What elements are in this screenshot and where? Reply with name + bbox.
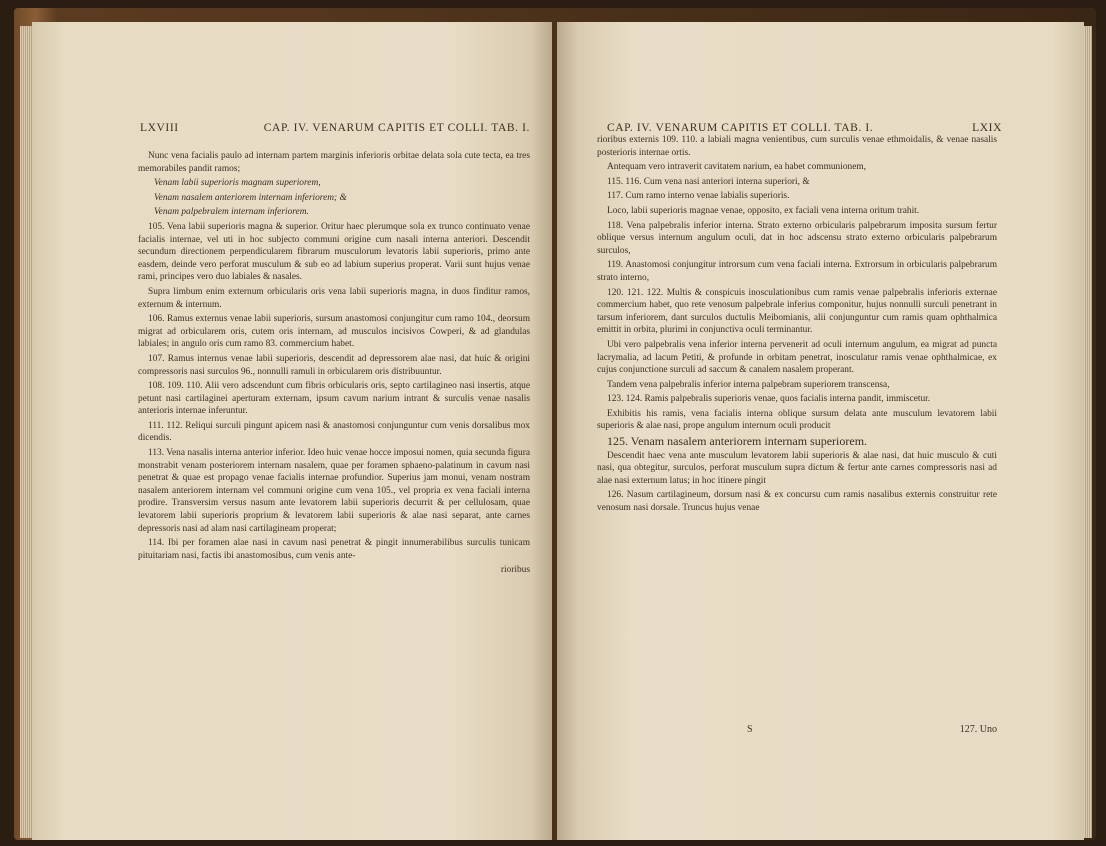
- section-118: 118. Vena palpebralis inferior interna. Strato externo orbicularis palpebrarum imposita sursum fertur oblique versus internum angulum oculi, dat in hoc adscensu strato externo orbicularis palpebrarum surculos,: [597, 220, 997, 256]
- section-119: 119. Anastomosi conjungitur introrsum cum vena faciali interna. Extrorsum in orbicularis palpebrarum strato interno,: [597, 260, 997, 283]
- paragraph: 115. 116. Cum vena nasi anteriori interna superiori, &: [607, 176, 810, 187]
- catchword: rioribus: [500, 565, 530, 576]
- paragraph: Loco, labii superioris magnae venae, opposito, ex faciali vena interna oritum trahit.: [607, 205, 920, 216]
- right-page-header: [607, 122, 1002, 134]
- left-page-body: [138, 150, 530, 579]
- paragraph: rioribus externis 109. 110. a labiali magna venientibus, cum surculis venae ethmoidalis, & venae nasalis posterioris internae ortis.: [597, 135, 997, 158]
- running-title: CAP. IV. VENARUM CAPITIS ET COLLI. TAB. I.: [607, 122, 874, 134]
- left-page: [32, 22, 552, 840]
- paragraph: Venam palpebralem internam inferiorem.: [154, 207, 309, 218]
- book: [14, 8, 1096, 840]
- section-113: 113. Vena nasalis interna anterior inferior. Ideo huic venae hocce imposui nomen, quia secunda figura monstrabit venam posteriorem internam nasalem, quae per foramen sphaeno-palatinum in cavum nasi penetrat & quae est propago venae facialis internae profundior. Superius jam monui, venam nostram nasalem anteriorem internam vel communi origine cum vena 105., vel propria ex vena faciali interna prodire. Transversim versus nasum ante levatorem labii superioris decurrit & per cellulosam, quae levatorem labii superioris proprium & levatorem labii superioris & alae nasi separat, ante carnes depressoris nasi ad alam nasi cartilagineam properat;: [138, 448, 530, 534]
- section-114: 114. Ibi per foramen alae nasi in cavum nasi penetrat & pingit innumerabilibus surculis tunicam pituitariam nasi, factis ibi anastomosibus, cum venis ante-: [138, 538, 530, 561]
- section-123: 123. 124. Ramis palpebralis superioris venae, quos facialis interna pandit, immiscetur.: [607, 394, 931, 405]
- section-111: 111. 112. Reliqui surculi pingunt apicem nasi & anastomosi conjunguntur cum venis dorsalibus mox dicendis.: [138, 420, 530, 444]
- paragraph: Ubi vero palpebralis vena inferior interna pervenerit ad oculi internum angulum, ea migrat ad puncta lacrymalia, ad lacum Petiti, & profunde in orbitam penetrat, inosculatur ramis venae ophthalmicae, ex cujus conjunctione surculi ad saccum & canalem nasalem properant.: [597, 339, 997, 376]
- paragraph: Tandem vena palpebralis inferior interna palpebram superiorem transcensa,: [607, 379, 890, 390]
- signature-mark: S: [747, 724, 753, 735]
- catchword: 127. Uno: [959, 724, 997, 735]
- section-108: 108. 109. 110. Alii vero adscendunt cum fibris orbicularis oris, septo cartilagineo nasi insertis, atque petunt nasi cartilaginei aperturam externam, ipsum cavum narium intrant & surculis venae nasalis anterioris internae inferuntur.: [138, 381, 530, 417]
- running-title: CAP. IV. VENARUM CAPITIS ET COLLI. TAB. I.: [263, 122, 530, 134]
- paragraph: Descendit haec vena ante musculum levatorem labii superioris & alae nasi, dat huic musculo & cuti nasi, qua obtegitur, surculos, perforat musculum supra dictum & fertur ante carnes compressoris nasi ad alae nasi externum latus; in hoc itinere pingit: [597, 450, 997, 486]
- page-number: LXVIII: [140, 122, 179, 134]
- section-120: 120. 121. 122. Multis & conspicuis inosculationibus cum ramis venae palpebralis inferioris externae commercium habet, quo rete venosum palpebrale inferius componitur, hujus nonnulli surculi penetrant in tarsum inferiorem, dant surculos ductulis Meibomianis, alii conjunguntur cum ramis quam ophthalmica emittit in orbita, plurimi in conjunctiva oculi terminantur.: [597, 287, 997, 336]
- section-105: 105. Vena labii superioris magna & superior. Oritur haec plerumque sola ex trunco continuato venae facialis internae, vel uti in hoc subjecto communi origine cum nasali interna anteriori. Descendit secundum directionem perpendicularem fibrarum musculorum levatoris labii superioris, primo ante easdem, deinde vero perforat musculum & sub eo ad labium superius properat. Varii sunt hujus venae rami, principes vero duo labiales & nasales.: [138, 221, 530, 283]
- paragraph: Antequam vero intraverit cavitatem narium, ea habet communionem,: [607, 162, 867, 173]
- left-page-header: [140, 122, 530, 134]
- section-125: 125. Venam nasalem anteriorem internam superiorem.: [607, 434, 868, 449]
- section-126: 126. Nasum cartilagineum, dorsum nasi & ex concursu cum ramis nasalibus externis construitur rete venosum nasi dorsale. Truncus hujus venae: [597, 490, 997, 514]
- right-page-footer: [747, 724, 997, 735]
- paragraph: Supra limbum enim externum orbicularis oris vena labii superioris magna, in duos finditur ramos, externum & internum.: [138, 286, 530, 310]
- paragraph: Venam nasalem anteriorem internam inferiorem; &: [154, 192, 347, 203]
- paragraph: Nunc vena facialis paulo ad internam partem marginis inferioris orbitae delata sola cute tecta, ea tres memorabiles pandit ramos;: [138, 151, 530, 174]
- right-page: [557, 22, 1084, 840]
- paragraph: 117. Cum ramo interno venae labialis superioris.: [607, 191, 790, 202]
- section-107: 107. Ramus internus venae labii superioris, descendit ad depressorem alae nasi, dat huic & origini compressoris nasi surculos 96., nonnulli ramuli in orbicularem oris distribuuntur.: [138, 353, 530, 377]
- paragraph: Venam labii superioris magnam superiorem,: [154, 178, 321, 189]
- paragraph: Exhibitis his ramis, vena facialis interna oblique sursum delata ante musculum levatorem labii superioris & alae nasi, prope angulum internum oculi producit: [597, 408, 997, 432]
- right-page-body: [597, 134, 997, 517]
- page-number: LXIX: [972, 122, 1002, 134]
- section-106: 106. Ramus externus venae labii superioris, sursum anastomosi conjungitur cum ramo 104., deorsum migrat ad orbicularem oris, cutem oris internam, ad musculos incisivos Cowperi, & ad glandulas labiales; in angulo oris cum ramo 83. commercium habet.: [138, 314, 530, 350]
